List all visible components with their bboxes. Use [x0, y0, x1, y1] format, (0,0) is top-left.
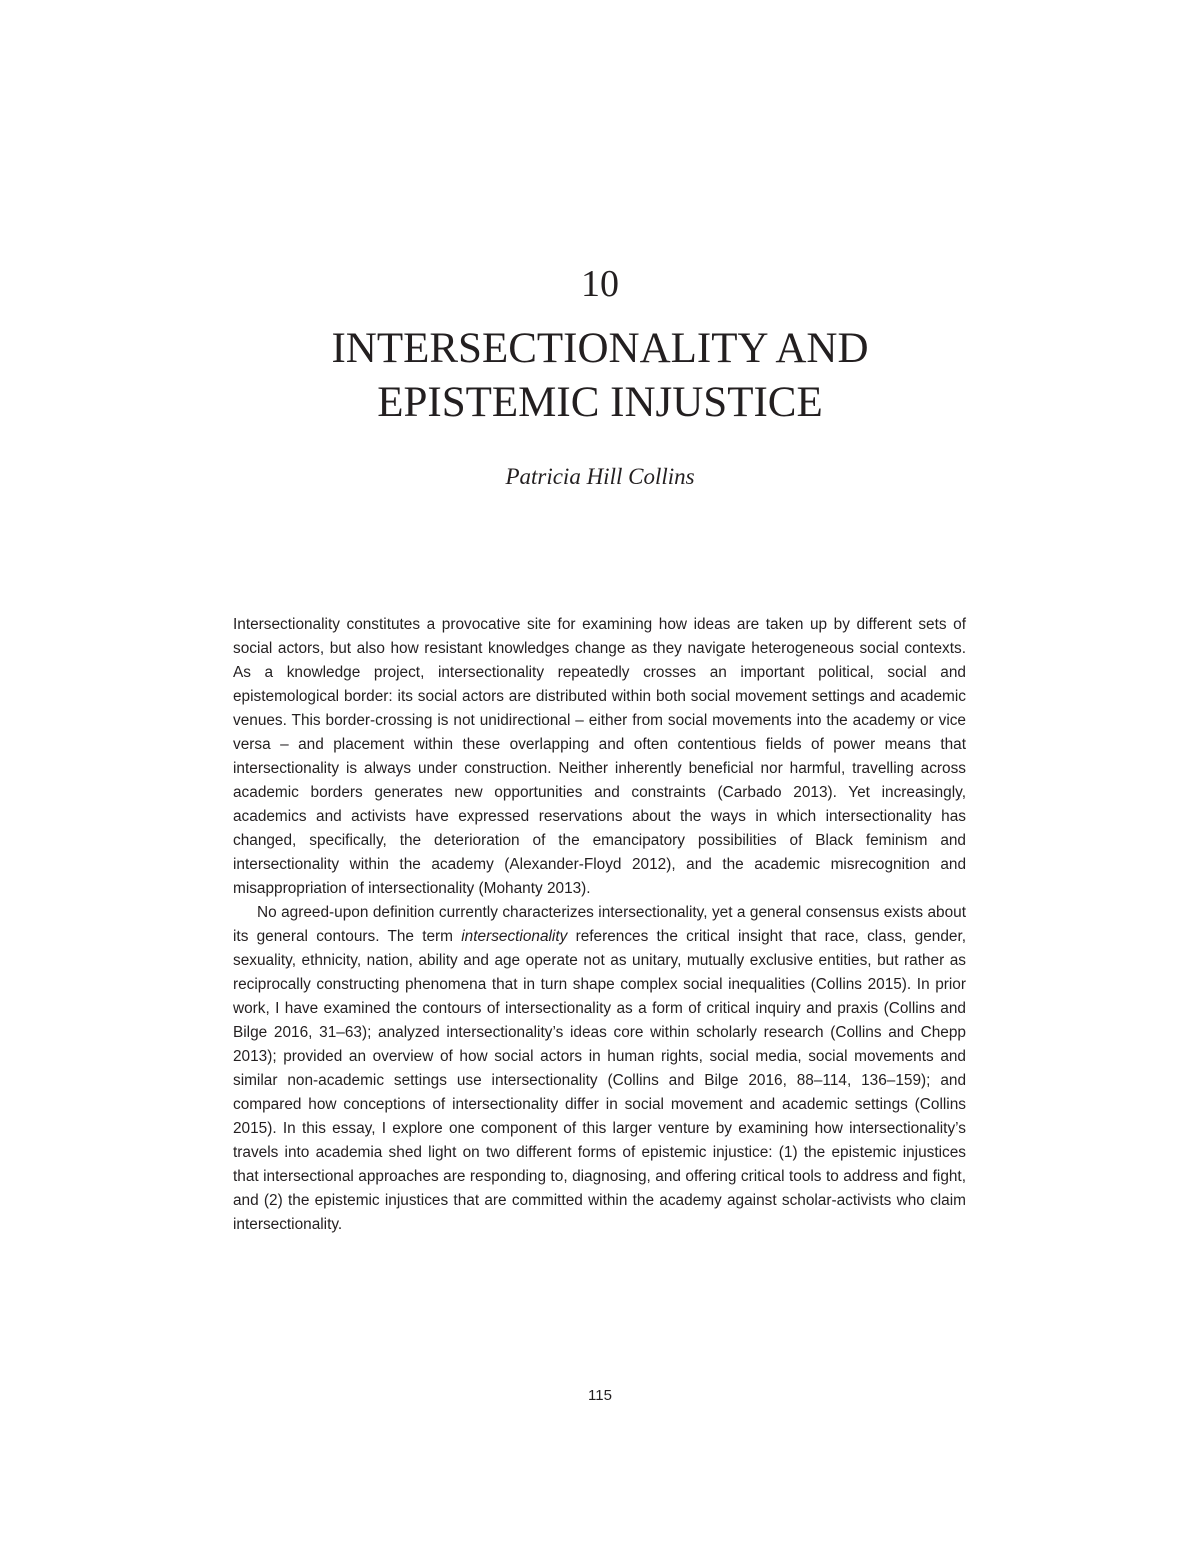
author-name: Patricia Hill Collins: [505, 464, 695, 489]
chapter-title: [0, 322, 1200, 430]
paragraph-2-text-before: No agreed-upon definition currently characterizes intersectionality, yet a general consensus exists about its general contours. The term: [233, 904, 966, 945]
chapter-title-line-2: EPISTEMIC INJUSTICE: [377, 379, 823, 426]
chapter-title-line-1: INTERSECTIONALITY AND: [331, 325, 869, 372]
paragraph-2: [233, 901, 966, 1237]
chapter-number: 10: [581, 263, 619, 305]
page-number: 115: [588, 1387, 612, 1404]
emphasized-term: intersectionality: [461, 928, 568, 945]
paragraph-1: Intersectionality constitutes a provocative site for examining how ideas are taken up by different sets of social actors, but also how resistant knowledges change as they navigate heterogeneous social contexts. As a knowledge project, intersectionality repeatedly crosses an important political, social and epistemological border: its social actors are distributed within both social movement settings and academic venues. This border-crossing is not unidirectional – either from social movements into the academy or vice versa – and placement within these overlapping and often contentious fields of power means that intersectionality is always under construction. Neither inherently beneficial nor harmful, travelling across academic borders generates new opportunities and constraints (Carbado 2013). Yet increasingly, academics and activists have expressed reservations about the ways in which intersectionality has changed, specifically, the deterioration of the emancipatory possibilities of Black feminism and intersectionality within the academy (Alexander-Floyd 2012), and the academic misrecognition and misappropriation of intersectionality (Mohanty 2013).: [233, 616, 966, 897]
paragraph-2-text-after: references the critical insight that race, class, gender, sexuality, ethnicity, nation, ability and age operate not as unitary, mutually exclusive entities, but rather as reciprocally constructing phenomena that in turn shape complex social inequalities (Collins 2015). In prior work, I have examined the contours of intersectionality as a form of critical inquiry and praxis (Collins and Bilge 2016, 31–63); analyzed intersectionality’s ideas core within scholarly research (Collins and Chepp 2013); provided an overview of how social actors in human rights, social media, social movements and similar non-academic settings use intersectionality (Collins and Bilge 2016, 88–114, 136–159); and compared how conceptions of intersectionality differ in social movement and academic settings (Collins 2015). In this essay, I explore one component of this larger venture by examining how intersectionality’s travels into academia shed light on two different forms of epistemic injustice: (1) the epistemic injustices that intersectional approaches are responding to, diagnosing, and offering critical tools to address and fight, and (2) the epistemic injustices that are committed within the academy against scholar-activists who claim intersectionality.: [233, 928, 966, 1233]
body-text: [233, 613, 966, 1237]
